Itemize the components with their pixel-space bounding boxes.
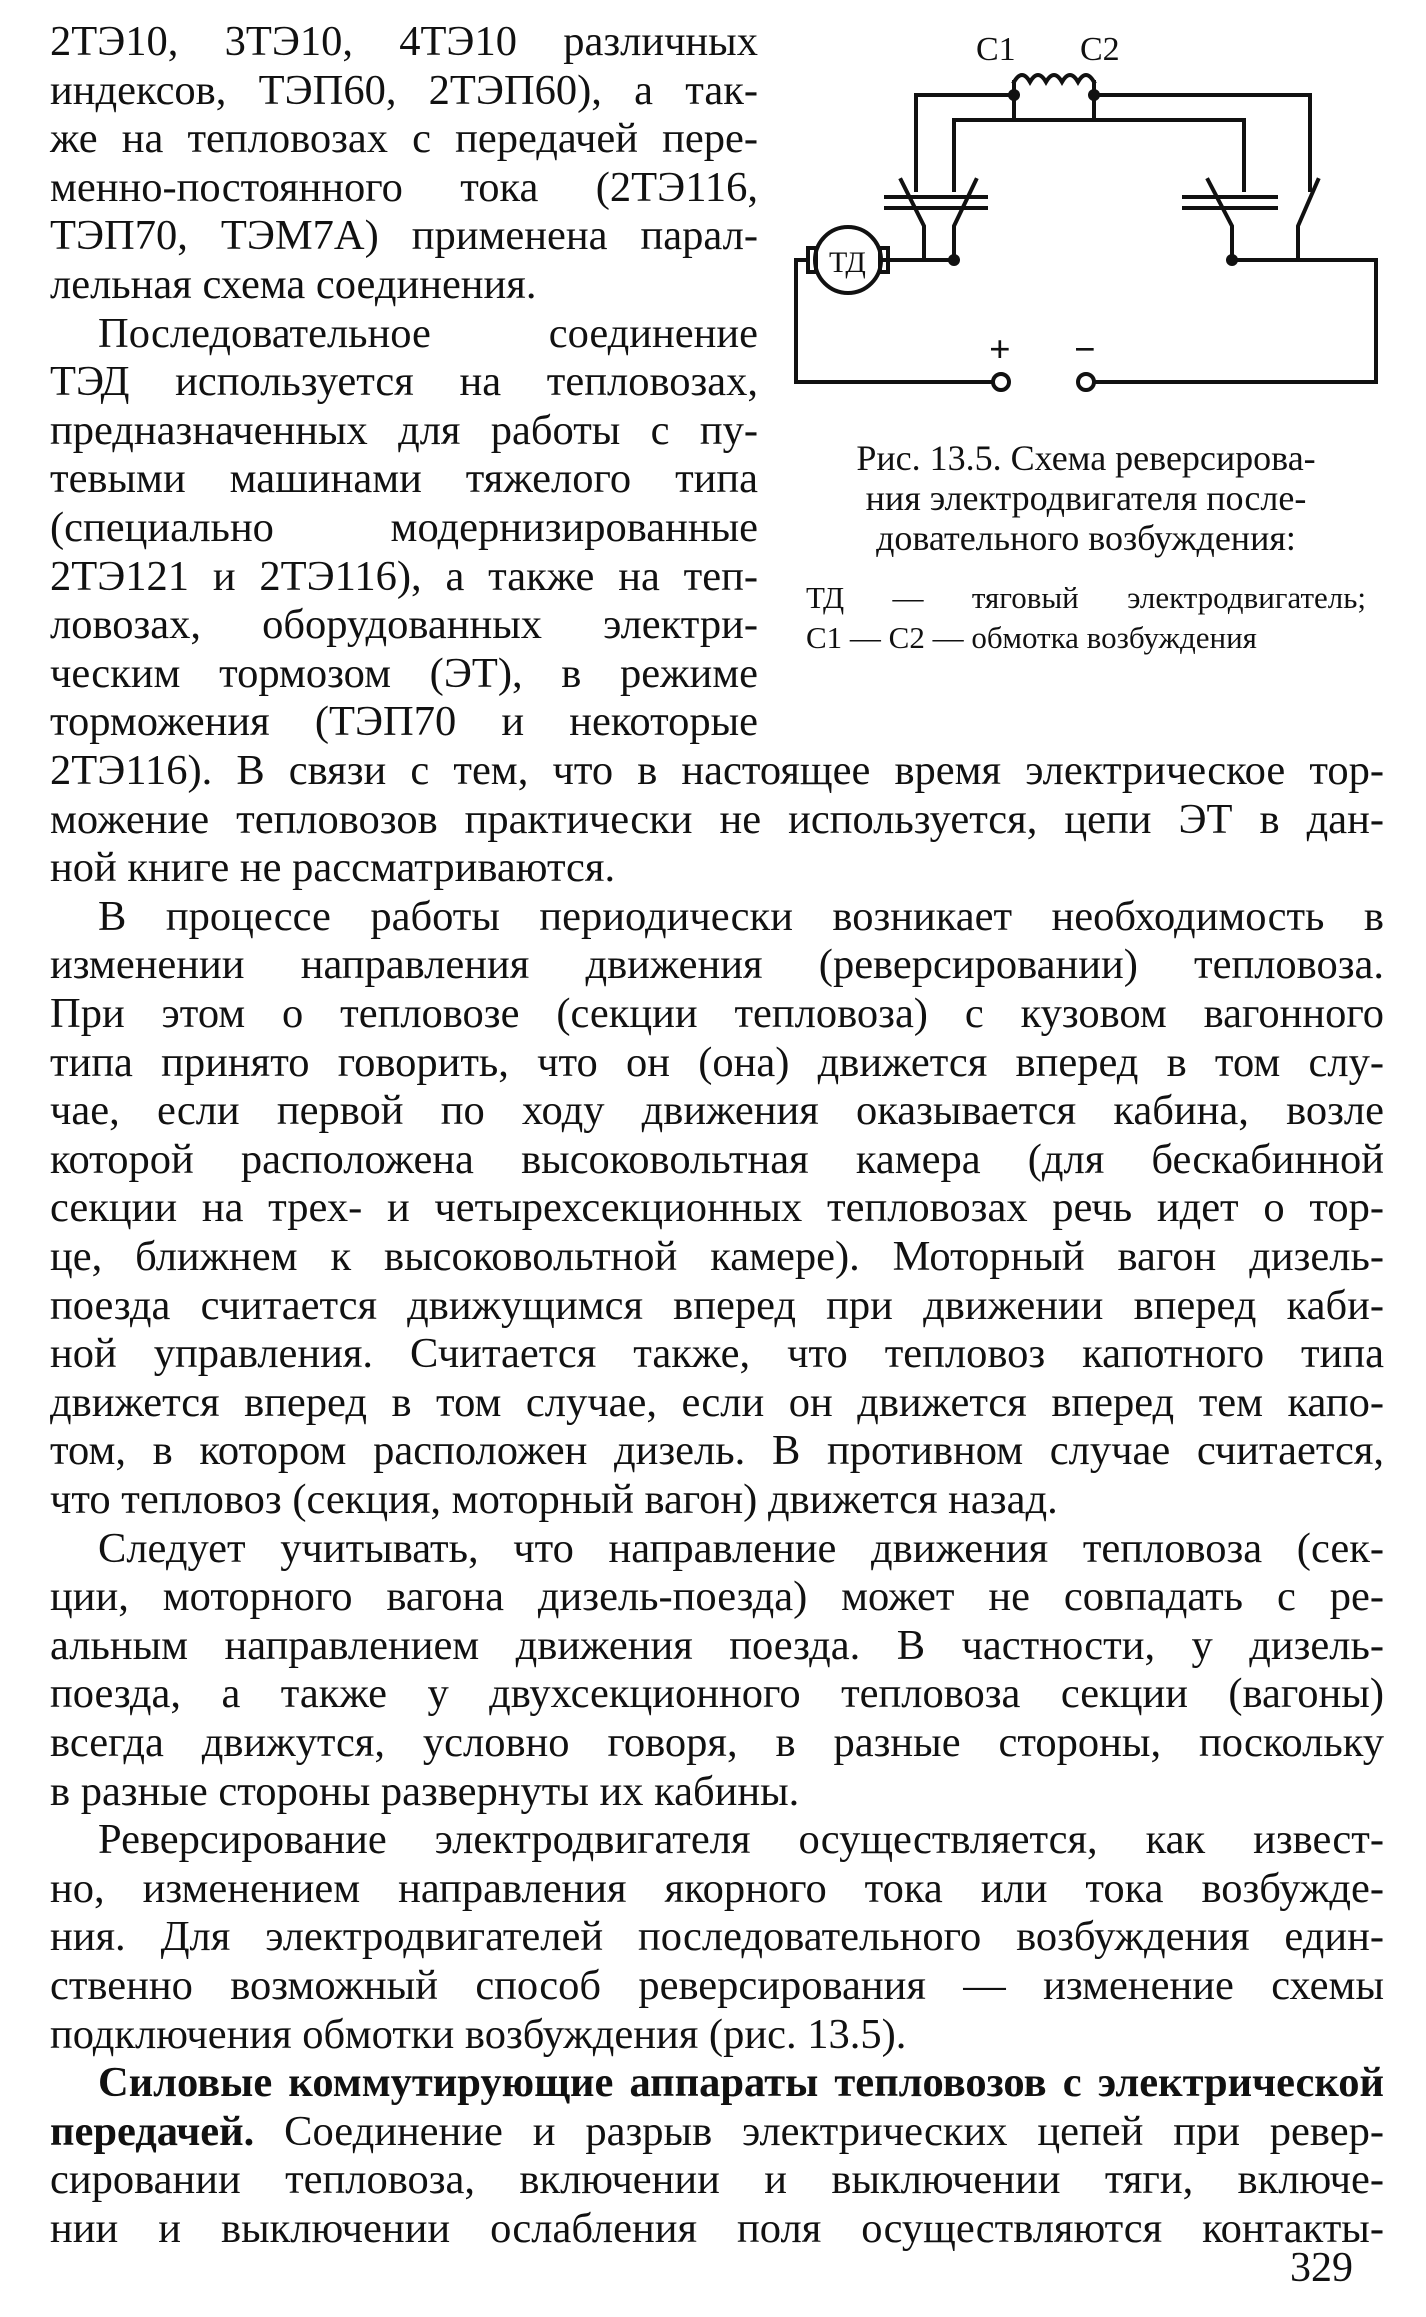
text-line: Последовательное соединение — [98, 309, 758, 357]
junction-dot — [1226, 254, 1238, 266]
text-line: том, в котором расположен дизель. В противном случае считается, — [50, 1427, 1384, 1475]
label-motor: ТД — [829, 246, 866, 279]
text-line: поезда считается движущимся вперед при движении вперед каби- — [50, 1281, 1384, 1329]
text-line: ТЭД используется на тепловозах, — [50, 358, 758, 406]
motor-brush — [808, 248, 816, 272]
reversing-circuit-diagram — [786, 22, 1386, 404]
text-line: ния. Для электродвигателей последовательного возбуждения един- — [50, 1913, 1384, 1961]
text-line: тевыми машинами тяжелого типа — [50, 455, 758, 503]
text-line: торможения (ТЭП70 и некоторые — [50, 698, 758, 746]
text-span: Соединение и разрыв электрических цепей при ревер- — [284, 2107, 1384, 2155]
text-line: менно-постоянного тока (2ТЭ116, — [50, 163, 758, 211]
field-winding-coil — [1014, 75, 1094, 82]
switch-contact — [901, 180, 924, 260]
wire — [1094, 82, 1310, 190]
text-line: в разные стороны развернуты их кабины. — [50, 1767, 800, 1815]
figure-caption-line: довательного возбуждения: — [876, 518, 1296, 558]
text-line: можение тепловозов практически не используется, цепи ЭТ в дан- — [50, 795, 1384, 843]
text-line: типа принято говорить, что он (она) движется вперед в том слу- — [50, 1038, 1384, 1086]
text-line: что тепловоз (секция, моторный вагон) движется назад. — [50, 1476, 1058, 1523]
text-line: це, ближнем к высоковольтной камере). Моторный вагон дизель- — [50, 1233, 1384, 1280]
text-line: (специально модернизированные — [50, 504, 758, 551]
figure-legend-line: С1 — С2 — обмотка возбуждения — [806, 620, 1257, 655]
text-line: поезда, а также у двухсекционного тепловоза секции (вагоны) — [50, 1670, 1384, 1718]
label-plus: + — [989, 329, 1011, 371]
junction-dot — [1008, 89, 1020, 101]
text-line: ной книге не рассматриваются. — [50, 844, 616, 892]
text-line: Следует учитывать, что направление движения тепловоза (сек- — [98, 1524, 1384, 1572]
figure-caption-line: ния электродвигателя после- — [865, 478, 1307, 518]
text-line: При этом о тепловозе (секции тепловоза) с кузовом вагонного — [50, 990, 1384, 1037]
text-line: подключения обмотки возбуждения (рис. 13.5). — [50, 2010, 907, 2058]
figure-caption-line: Рис. 13.5. Схема реверсирова- — [856, 438, 1316, 478]
section-heading: Силовые коммутирующие аппараты тепловозов с электрической — [98, 2059, 1384, 2107]
text-line: 2ТЭ116). В связи с тем, что в настоящее время электрическое тор- — [50, 747, 1384, 794]
text-line — [50, 2108, 1384, 2157]
text-line: ной управления. Считается также, что тепловоз капотного типа — [50, 1330, 1384, 1378]
terminal-plus — [993, 374, 1009, 390]
text-line: изменении направления движения (реверсировании) тепловоза. — [50, 941, 1384, 989]
wire — [916, 82, 1014, 190]
text-line: ловозах, оборудованных электри- — [50, 601, 758, 649]
text-line: 2ТЭ10, 3ТЭ10, 4ТЭ10 различных — [50, 18, 758, 65]
terminal-minus — [1078, 374, 1094, 390]
label-minus: − — [1074, 329, 1096, 371]
text-line: В процессе работы периодически возникает необходимость в — [98, 892, 1384, 940]
text-line: ТЭП70, ТЭМ7А) применена парал- — [50, 212, 758, 260]
switch-contact — [1208, 180, 1232, 260]
text-line: альным направлением движения поезда. В частности, у дизель- — [50, 1621, 1384, 1669]
switch-contact — [954, 180, 976, 260]
text-line: лельная схема соединения. — [50, 261, 537, 308]
text-line: же на тепловозах с передачей пере- — [50, 115, 758, 163]
figure-legend-line: ТД — тяговый электродвигатель; — [806, 580, 1366, 615]
text-line: Реверсирование электродвигателя осуществляется, как извест- — [98, 1816, 1384, 1864]
text-line: предназначенных для работы с пу- — [50, 406, 758, 454]
text-line: но, изменением направления якорного тока или тока возбужде- — [50, 1864, 1384, 1912]
text-line: сировании тепловоза, включении и выключении тяги, включе- — [50, 2156, 1384, 2204]
junction-dot — [948, 254, 960, 266]
text-line: 2ТЭ121 и 2ТЭ116), а также на теп- — [50, 552, 758, 600]
label-c2: С2 — [1080, 31, 1120, 68]
text-line: движется вперед в том случае, если он движется вперед тем капо- — [50, 1378, 1384, 1426]
text-line: нии и выключении ослабления поля осуществляются контакты- — [50, 2205, 1384, 2252]
text-line: всегда движутся, условно говоря, в разные стороны, поскольку — [50, 1719, 1384, 1766]
text-line: ческим тормозом (ЭТ), в режиме — [50, 649, 758, 697]
text-line: секции на трех- и четырехсекционных тепловозах речь идет о тор- — [50, 1184, 1384, 1232]
section-heading-cont: передачей. — [50, 2107, 255, 2155]
junction-dot — [1088, 89, 1100, 101]
wire — [1096, 260, 1376, 382]
text-line: индексов, ТЭП60, 2ТЭП60), а так- — [50, 66, 758, 114]
page-number: 329 — [1290, 2245, 1353, 2291]
text-line: которой расположена высоковольтная камера (для бескабинной — [50, 1135, 1384, 1183]
wire — [954, 120, 1244, 190]
label-c1: С1 — [976, 31, 1016, 68]
text-line: ственно возможный способ реверсирования — изменение схемы — [50, 1962, 1384, 2009]
text-line: чае, если первой по ходу движения оказывается кабина, возле — [50, 1087, 1384, 1135]
text-line: ции, моторного вагона дизель-поезда) может не совпадать с ре- — [50, 1573, 1384, 1621]
